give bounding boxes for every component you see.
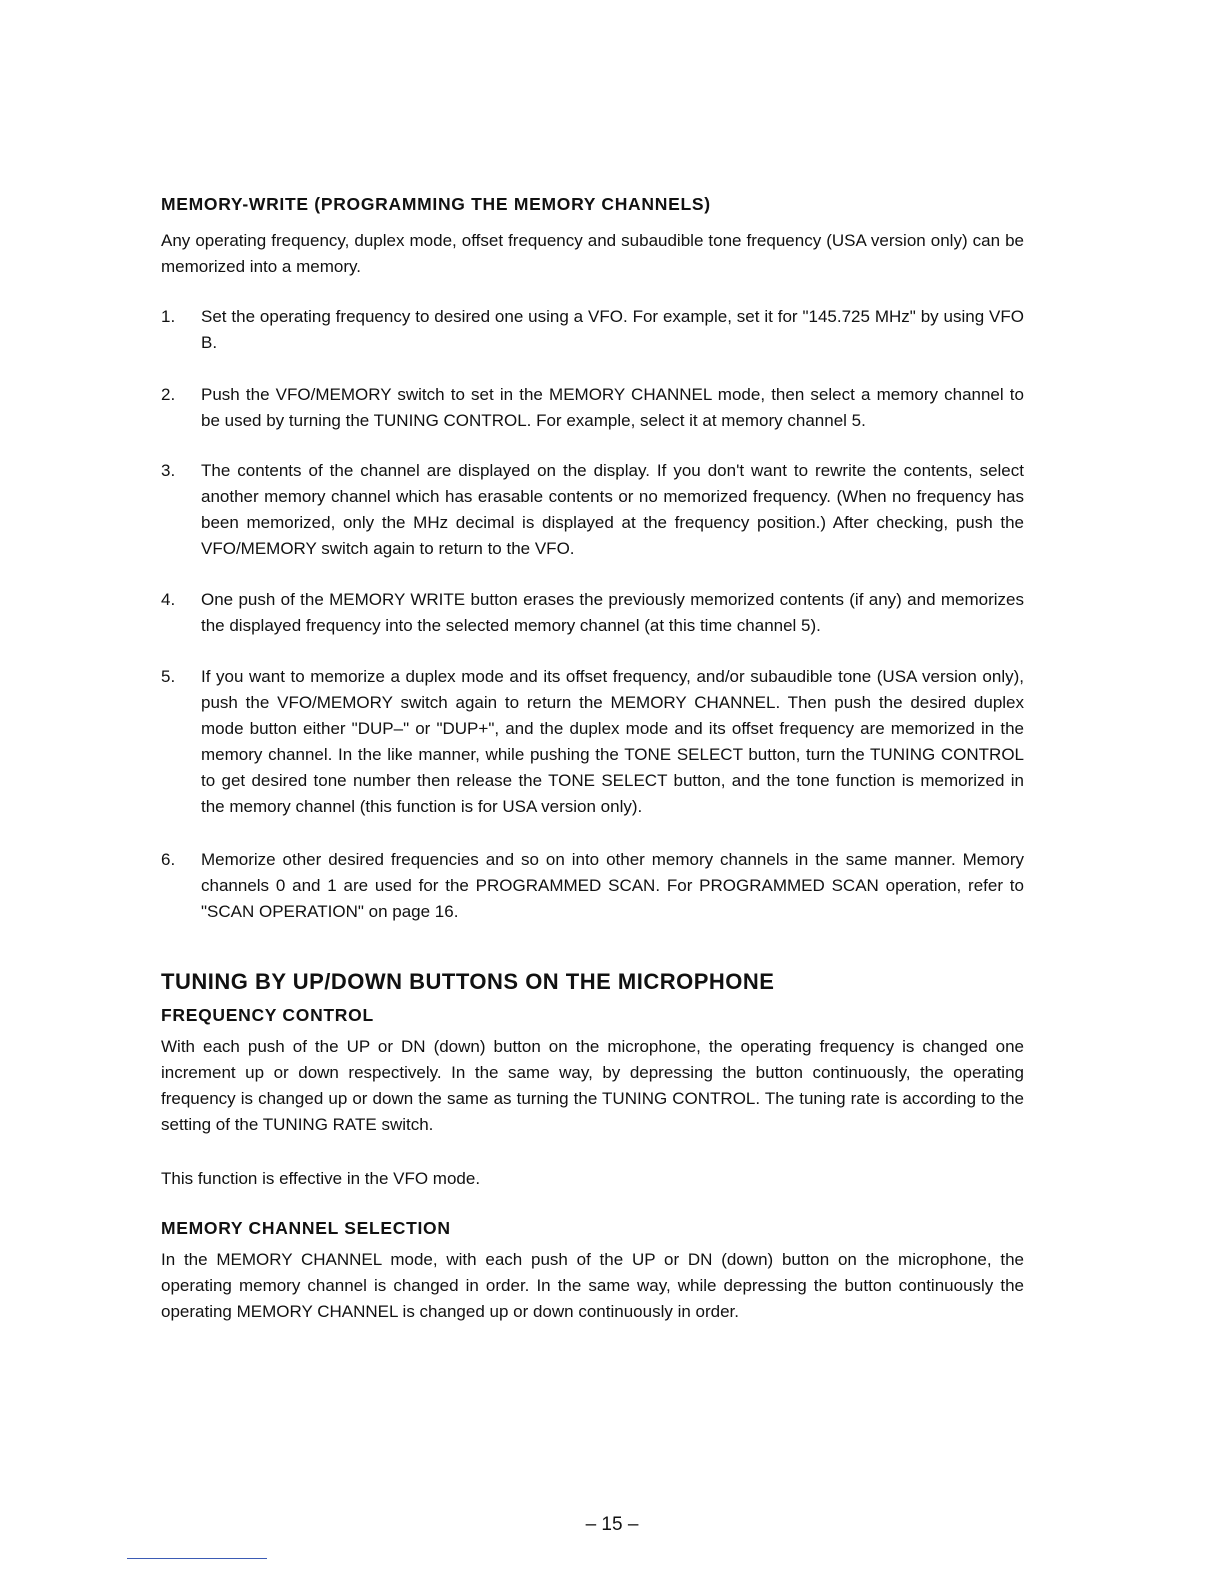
frequency-control-heading: FREQUENCY CONTROL — [161, 1005, 374, 1025]
step-2 — [161, 382, 1024, 434]
page-number: – 15 – — [585, 1514, 639, 1535]
step-number: 5. — [161, 667, 176, 686]
step-number: 6. — [161, 850, 176, 869]
memory-channel-selection-heading: MEMORY CHANNEL SELECTION — [161, 1218, 451, 1238]
step-text: Memorize other desired frequencies and so on into other memory channels in the same manner. Memory channels 0 and 1 are used for the PROGRAMMED SCAN. For PROGRAMMED SCAN operation, refer to "SCAN OPERATION" on page 16. — [201, 850, 1024, 921]
memory-write-intro: Any operating frequency, duplex mode, offset frequency and subaudible tone frequency (USA version only) can be memorized into a memory. — [161, 231, 1024, 276]
step-number: 3. — [161, 461, 176, 480]
step-text: One push of the MEMORY WRITE button erases the previously memorized contents (if any) and memorizes the displayed frequency into the selected memory channel (at this time channel 5). — [201, 590, 1024, 635]
vfo-mode-note: This function is effective in the VFO mode. — [161, 1169, 481, 1188]
step-4 — [161, 587, 1024, 639]
step-text: If you want to memorize a duplex mode and its offset frequency, and/or subaudible tone (USA version only), push the VFO/MEMORY switch again to return the MEMORY CHANNEL. Then push the desired duplex mode button either "DUP–" or "DUP+", and the duplex mode and its offset frequency are memorized in the memory channel. In the like manner, while pushing the TONE SELECT button, turn the TUNING CONTROL to get desired tone number then release the TONE SELECT button, and the tone function is memorized in the memory channel (this function is for USA version only). — [201, 667, 1024, 816]
memory-channel-selection-text: In the MEMORY CHANNEL mode, with each push of the UP or DN (down) button on the microphone, the operating memory channel is changed in order. In the same way, while depressing the button continuously the operating MEMORY CHANNEL is changed up or down continuously in order. — [161, 1250, 1024, 1321]
step-3 — [161, 458, 1024, 562]
footnote-rule — [127, 1558, 267, 1559]
step-5 — [161, 664, 1024, 820]
memory-write-heading: MEMORY-WRITE (PROGRAMMING THE MEMORY CHANNELS) — [161, 194, 711, 214]
step-1 — [161, 304, 1024, 356]
step-text: The contents of the channel are displayed on the display. If you don't want to rewrite the contents, select another memory channel which has erasable contents or no memorized frequency. (When no frequency has been memorized, only the MHz decimal is displayed at the frequency position.) After checking, push the VFO/MEMORY switch again to return to the VFO. — [201, 461, 1024, 558]
frequency-control-text: With each push of the UP or DN (down) button on the microphone, the operating frequency is changed one increment up or down respectively. In the same way, by depressing the button continuously, the operating frequency is changed up or down the same as turning the TUNING CONTROL. The tuning rate is according to the setting of the TUNING RATE switch. — [161, 1037, 1024, 1134]
up-down-tuning-heading: TUNING BY UP/DOWN BUTTONS ON THE MICROPHONE — [161, 969, 775, 994]
memory-write-steps — [161, 304, 1024, 925]
step-number: 4. — [161, 590, 176, 609]
step-text: Push the VFO/MEMORY switch to set in the MEMORY CHANNEL mode, then select a memory channel to be used by turning the TUNING CONTROL. For example, select it at memory channel 5. — [201, 385, 1024, 430]
step-number: 2. — [161, 385, 176, 404]
step-6 — [161, 847, 1024, 925]
step-number: 1. — [161, 307, 176, 326]
manual-page — [161, 194, 1024, 1325]
step-text: Set the operating frequency to desired one using a VFO. For example, set it for "145.725 MHz" by using VFO B. — [201, 307, 1024, 352]
